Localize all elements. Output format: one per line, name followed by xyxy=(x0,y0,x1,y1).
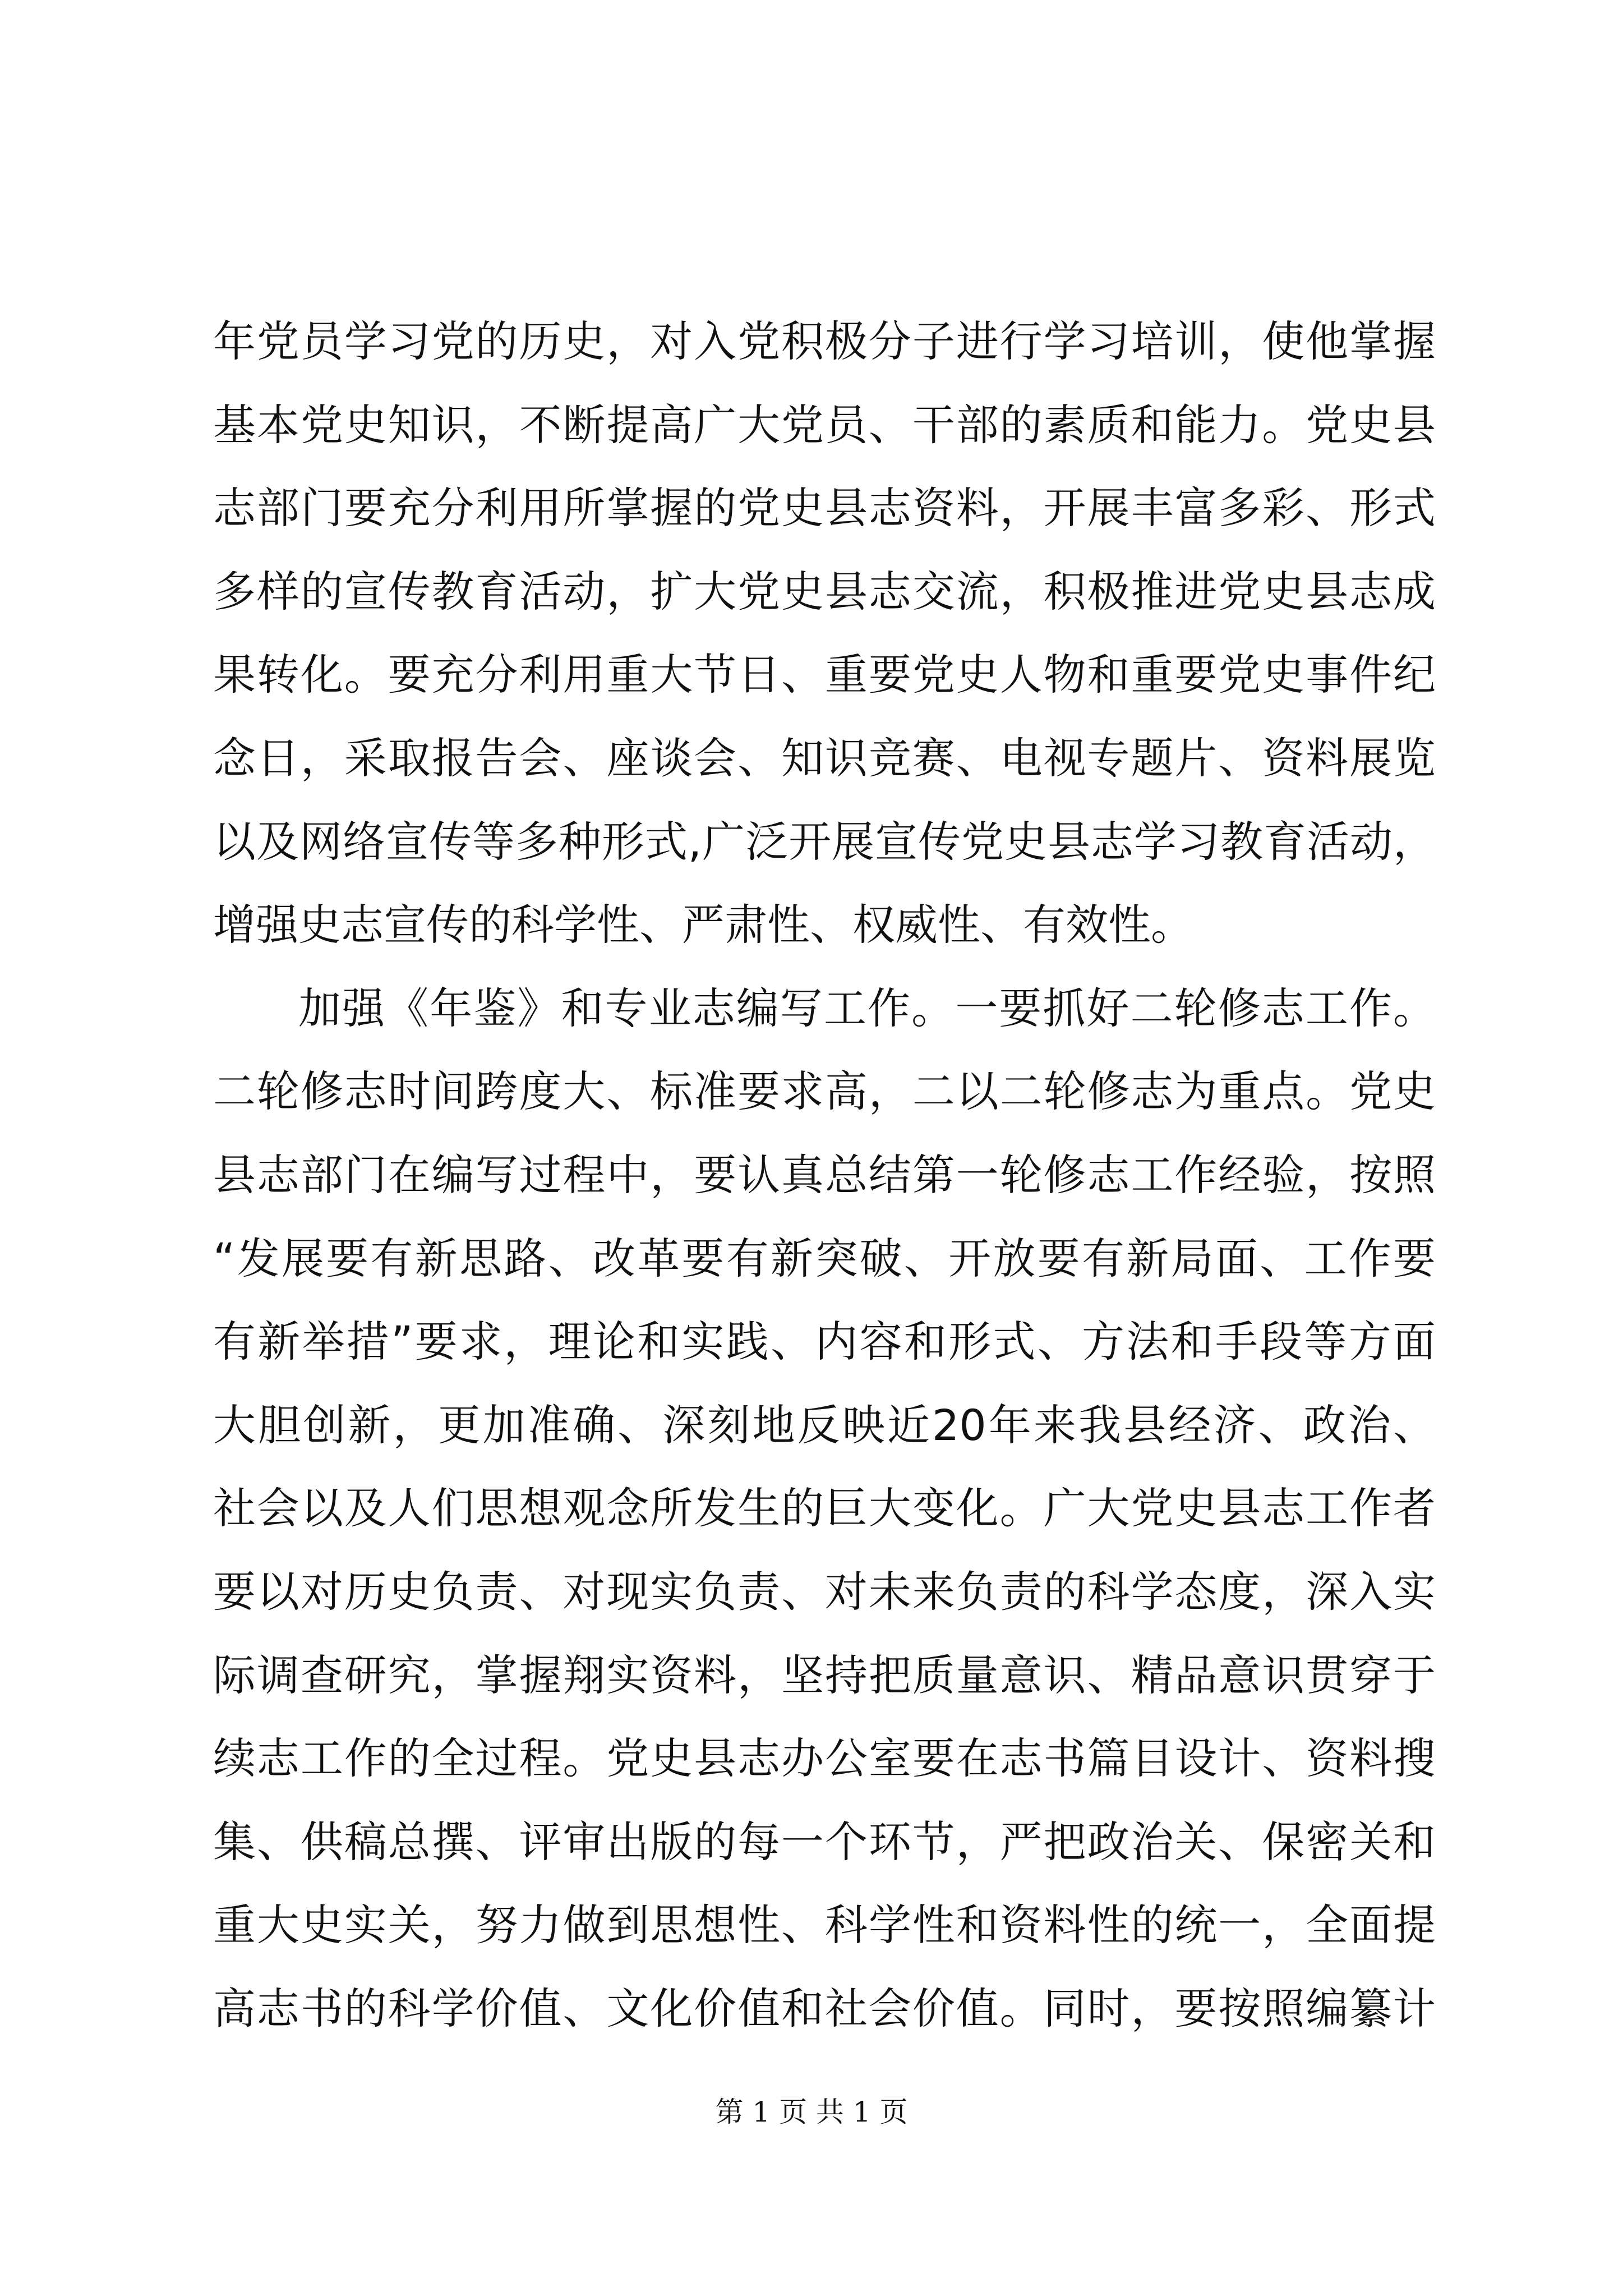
body-text xyxy=(213,300,1436,2050)
paragraph-end-line: 增强史志宣传的科学性、严肃性、权威性、有效性。 xyxy=(213,900,1193,950)
text-line: 二轮修志时间跨度大、标准要求高，二以二轮修志为重点。党史 xyxy=(213,1066,1436,1117)
text-line: 念日，采取报告会、座谈会、知识竞赛、电视专题片、资料展览 xyxy=(213,733,1436,783)
text-line: 高志书的科学价值、文化价值和社会价值。同时，要按照编纂计 xyxy=(213,1983,1436,2033)
text-line: 续志工作的全过程。党史县志办公室要在志书篇目设计、资料搜 xyxy=(213,1733,1436,1784)
text-line: 年党员学习党的历史，对入党积极分子进行学习培训，使他掌握 xyxy=(213,316,1436,366)
text-line: 县志部门在编写过程中，要认真总结第一轮修志工作经验，按照 xyxy=(213,1149,1436,1200)
text-line: 有新举措”要求，理论和实践、内容和形式、方法和手段等方面 xyxy=(213,1317,1436,1367)
text-line: 基本党史知识，不断提高广大党员、干部的素质和能力。党史县 xyxy=(213,399,1436,450)
text-line: 果转化。要充分利用重大节日、重要党史人物和重要党史事件纪 xyxy=(213,650,1436,700)
text-line: 际调查研究，掌握翔实资料，坚持把质量意识、精品意识贯穿于 xyxy=(213,1650,1436,1700)
text-line: 要以对历史负责、对现实负责、对未来负责的科学态度，深入实 xyxy=(213,1566,1436,1617)
text-line: 社会以及人们思想观念所发生的巨大变化。广大党史县志工作者 xyxy=(213,1483,1436,1534)
text-line: 以及网络宣传等多种形式,广泛开展宣传党史县志学习教育活动， xyxy=(213,816,1436,867)
text-line: 集、供稿总撰、评审出版的每一个环节，严把政治关、保密关和 xyxy=(213,1816,1436,1867)
text-line: 志部门要充分利用所掌握的党史县志资料，开展丰富多彩、形式 xyxy=(213,483,1436,533)
paragraph-start-line: 加强《年鉴》和专业志编写工作。一要抓好二轮修志工作。 xyxy=(298,983,1436,1033)
text-line: 多样的宣传教育活动，扩大党史县志交流，积极推进党史县志成 xyxy=(213,566,1436,616)
text-line: 大胆创新，更加准确、深刻地反映近20年来我县经济、政治、 xyxy=(213,1400,1436,1450)
page-number-footer: 第 1 页 共 1 页 xyxy=(715,2096,908,2128)
text-line: “发展要有新思路、改革要有新突破、开放要有新局面、工作要 xyxy=(213,1233,1436,1283)
text-line: 重大史实关，努力做到思想性、科学性和资料性的统一，全面提 xyxy=(213,1900,1436,1950)
